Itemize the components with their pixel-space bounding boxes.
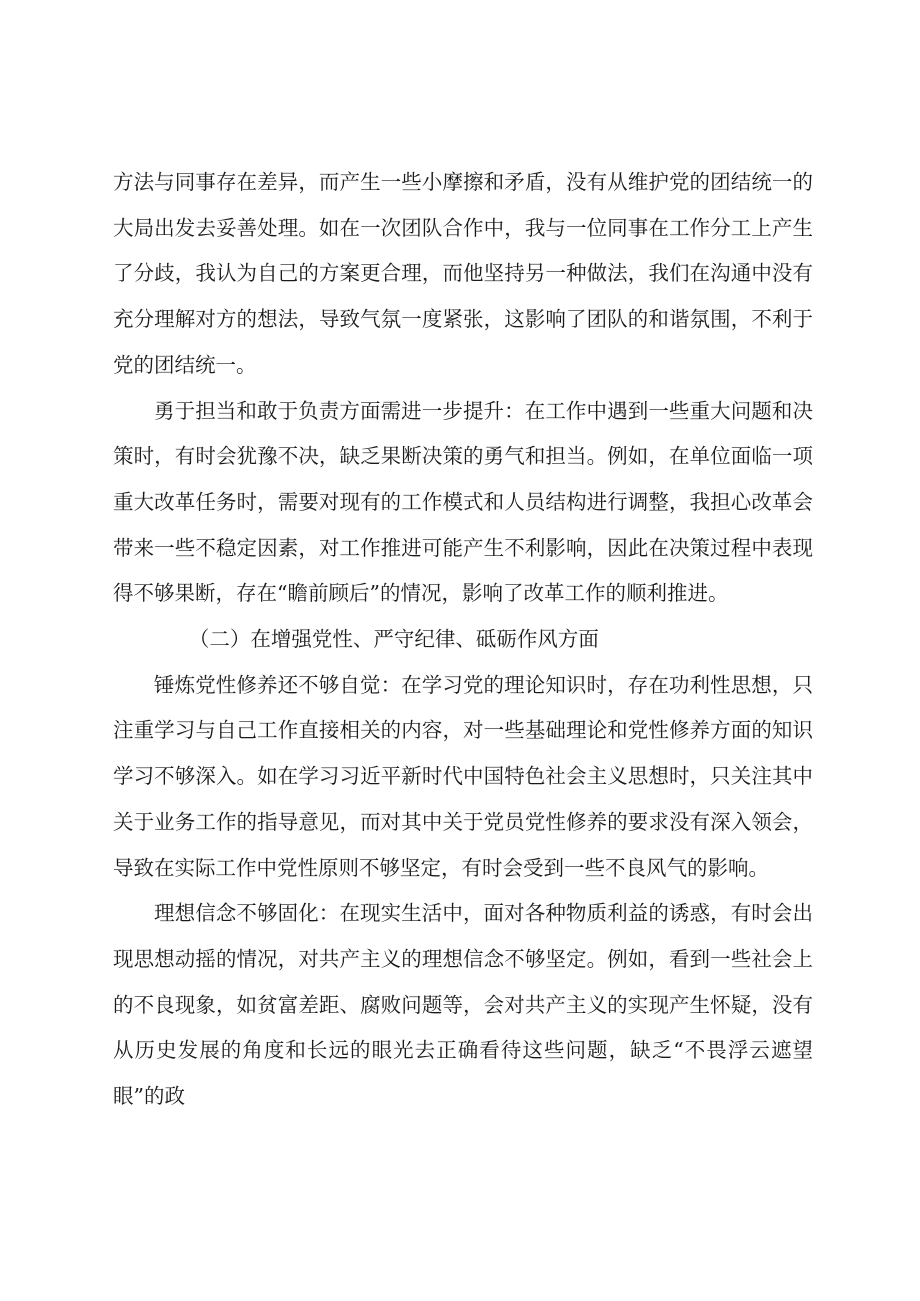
paragraph-ideals: 理想信念不够固化：在现实生活中，面对各种物质利益的诱惑，有时会出现思想动摇的情况，对共产主义的理想信念不够坚定。例如，看到一些社会上的不良现象，如贫富差距、腐败问题等，会对共产主义的实现产生怀疑，没有从历史发展的角度和长远的眼光去正确看待这些问题，缺乏“不畏浮云遮望眼”的政 <box>113 901 813 1109</box>
section-heading-text: （二）在增强党性、严守纪律、砥砺作风方面 <box>188 627 599 652</box>
paragraph-party-spirit: 锤炼党性修养还不够自觉：在学习党的理论知识时，存在功利性思想，只注重学习与自己工作直接相关的内容，对一些基础理论和党性修养方面的知识学习不够深入。如在学习习近平新时代中国特色社会主义思想时，只关注其中关于业务工作的指导意见，而对其中关于党员党性修养的要求没有深入领会，导致在实际工作中党性原则不够坚定，有时会受到一些不良风气的影响。 <box>113 672 813 880</box>
paragraph-continuation: 方法与同事存在差异，而产生一些小摩擦和矛盾，没有从维护党的团结统一的大局出发去妥善处理。如在一次团队合作中，我与一位同事在工作分工上产生了分歧，我认为自己的方案更合理，而他坚持另一种做法，我们在沟通中没有充分理解对方的想法，导致气氛一度紧张，这影响了团队的和谐氛围，不利于党的团结统一。 <box>113 170 813 377</box>
document-body <box>113 160 813 1120</box>
section-heading <box>113 617 813 663</box>
paragraph-responsibility: 勇于担当和敢于负责方面需进一步提升：在工作中遇到一些重大问题和决策时，有时会犹豫不决，缺乏果断决策的勇气和担当。例如，在单位面临一项重大改革任务时，需要对现有的工作模式和人员结构进行调整，我担心改革会带来一些不稳定因素，对工作推进可能产生不利影响，因此在决策过程中表现得不够果断，存在“瞻前顾后”的情况，影响了改革工作的顺利推进。 <box>113 398 813 606</box>
